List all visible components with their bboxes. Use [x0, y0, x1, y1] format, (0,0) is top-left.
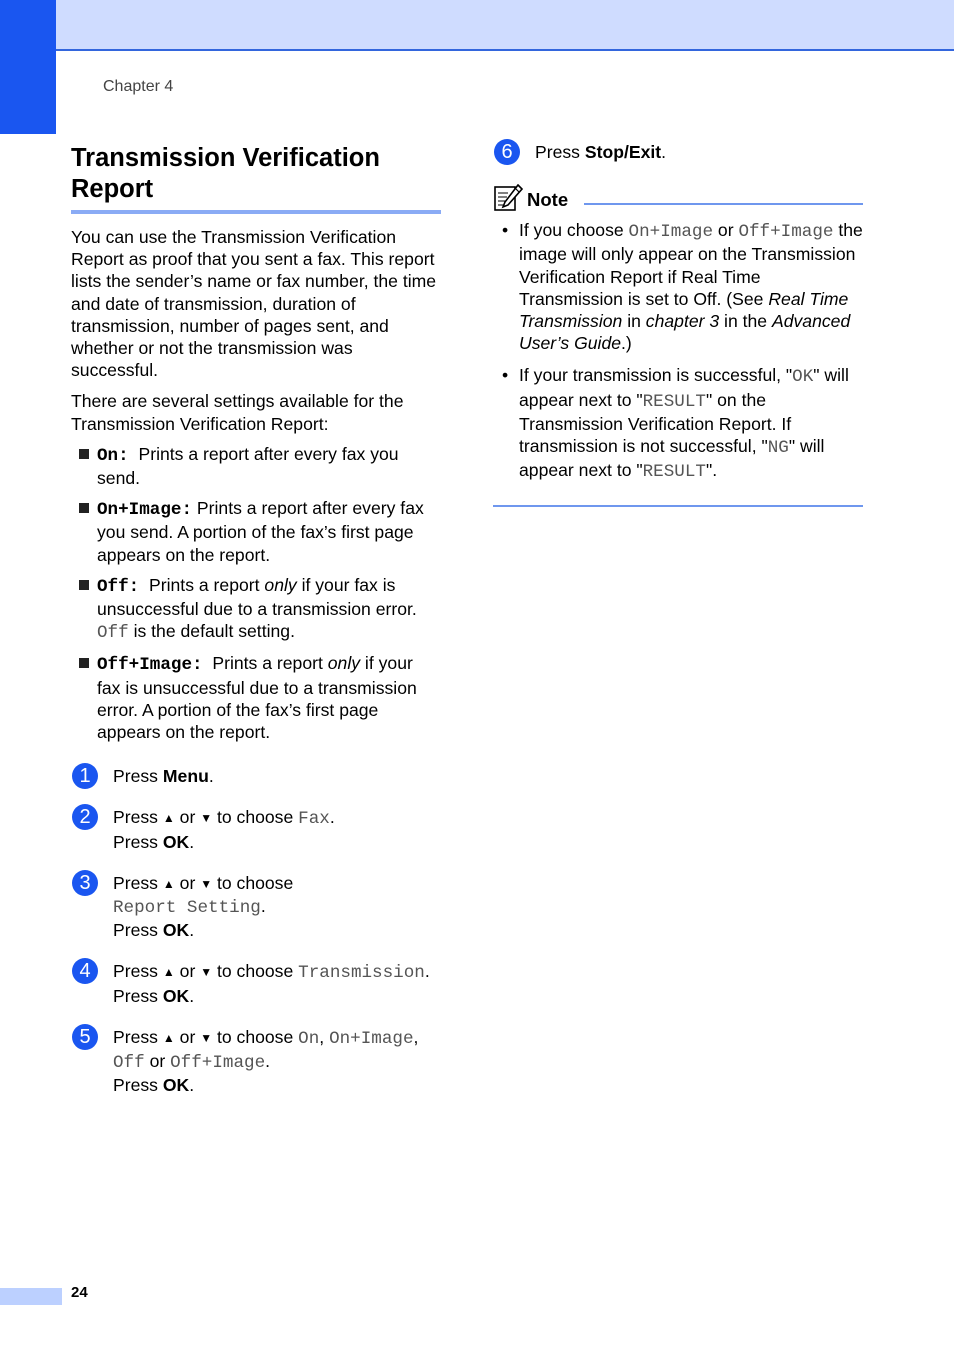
down-arrow-icon: ▼ — [200, 811, 213, 826]
square-bullet-icon — [79, 580, 89, 590]
square-bullet-icon — [79, 658, 89, 668]
up-arrow-icon: ▲ — [162, 876, 175, 891]
chapter-tab — [0, 0, 56, 134]
step-text: or — [174, 807, 201, 828]
note-emphasis: Real Time Transmission — [519, 288, 849, 332]
key-ok: OK — [162, 831, 190, 852]
chapter-label: Chapter 4 — [103, 78, 174, 95]
step-text: , — [319, 1026, 330, 1047]
menu-code: On — [298, 1028, 320, 1049]
step-number-icon: 4 — [72, 958, 98, 984]
step-number-icon: 5 — [72, 1024, 98, 1050]
menu-code: Report Setting — [113, 898, 261, 919]
step-1 — [71, 765, 441, 787]
square-bullet-icon — [79, 503, 89, 513]
step-end: . — [189, 831, 195, 852]
step-end: . — [189, 985, 195, 1006]
option-text-post: if your fax is unsuccessful due to a transmission error. A portion of the fax’s first page appears on the report. — [97, 653, 417, 743]
right-column — [493, 141, 863, 507]
step-text: Press — [535, 142, 585, 162]
step-text: Press — [113, 985, 163, 1006]
note-text: If you choose — [519, 220, 629, 241]
step-5 — [71, 1026, 441, 1097]
step-number-icon: 6 — [494, 139, 520, 165]
down-arrow-icon: ▼ — [200, 965, 213, 980]
option-emphasis: only — [264, 574, 297, 595]
step-2 — [71, 806, 441, 852]
step-6 — [493, 141, 863, 163]
note-item — [493, 219, 863, 354]
menu-code: RESULT — [642, 462, 706, 483]
step-end: . — [661, 142, 667, 162]
down-arrow-icon: ▼ — [200, 1030, 213, 1045]
option-text-pre: Prints a report — [149, 574, 265, 595]
menu-code: Off+Image — [170, 1053, 266, 1074]
step-end: . — [189, 920, 195, 941]
note-text: " will appear next to " — [519, 436, 825, 481]
note-text: .) — [621, 333, 632, 354]
option-text: Prints a report after every fax you send. — [97, 443, 399, 489]
key-ok: OK — [162, 1075, 190, 1096]
step-end: . — [424, 961, 430, 982]
menu-code: On+Image — [329, 1028, 414, 1049]
step-number-icon: 2 — [72, 804, 98, 830]
note-text: or — [713, 220, 739, 241]
step-text: , — [413, 1026, 419, 1047]
up-arrow-icon: ▲ — [162, 965, 175, 980]
note-text: the image will only appear on the Transmission Verification Report if Real Time Transmission is set to Off. (See — [519, 220, 863, 309]
option-off-image — [71, 652, 441, 743]
key-ok: OK — [162, 920, 190, 941]
key-menu: Menu — [162, 766, 209, 787]
step-text: Press — [113, 807, 163, 828]
option-on-image — [71, 497, 441, 566]
bullet-dot-icon: • — [502, 365, 509, 386]
bullet-dot-icon: • — [502, 220, 509, 241]
note-pencil-icon — [493, 184, 523, 217]
menu-code: RESULT — [642, 391, 706, 412]
settings-intro: There are several settings available for the Transmission Verification Report: — [71, 391, 404, 434]
down-arrow-icon: ▼ — [200, 876, 213, 891]
option-key: Off+Image: — [97, 655, 203, 676]
step-text: or — [174, 961, 201, 982]
menu-code: Fax — [298, 809, 330, 830]
menu-code: NG — [767, 438, 789, 459]
default-tail: is the default setting. — [128, 621, 295, 642]
note-list — [493, 219, 863, 483]
up-arrow-icon: ▲ — [162, 1030, 175, 1045]
step-text: Press — [113, 961, 163, 982]
step-text: Press — [113, 1075, 163, 1096]
step-text: or — [174, 872, 201, 893]
header-band — [0, 0, 954, 51]
option-key: Off: — [97, 576, 140, 597]
option-key: On+Image: — [97, 500, 193, 521]
note-text: in the — [719, 311, 772, 332]
step-text: or — [174, 1026, 201, 1047]
option-emphasis: only — [327, 653, 361, 674]
step-end: . — [265, 1051, 271, 1072]
menu-code: Off+Image — [738, 222, 834, 243]
note-text: ". — [705, 460, 718, 481]
note-text: in — [622, 311, 646, 332]
square-bullet-icon — [79, 449, 89, 459]
option-text-post: if your fax is unsuccessful due to a transmission error. — [97, 574, 417, 620]
step-text: to choose — [212, 872, 294, 893]
option-text: Prints a report after every fax you send. A portion of the fax’s first page appears on the report. — [97, 498, 424, 565]
page-number: 24 — [71, 1284, 88, 1301]
note-text: If your transmission is successful, " — [519, 365, 793, 386]
step-number-icon: 3 — [72, 870, 98, 896]
menu-code: Off — [113, 1053, 145, 1074]
step-number-icon: 1 — [72, 763, 98, 789]
step-text: to choose — [212, 1026, 299, 1047]
note-item — [493, 364, 863, 483]
note-title: Note — [527, 189, 569, 211]
step-end: . — [189, 1075, 195, 1096]
step-text: to choose — [212, 807, 299, 828]
step-text: or — [144, 1051, 171, 1072]
settings-list — [71, 443, 441, 743]
step-4 — [71, 960, 441, 1006]
menu-code: On+Image — [628, 222, 714, 243]
menu-code: Transmission — [298, 963, 425, 984]
key-stop-exit: Stop/Exit — [584, 142, 662, 162]
page-number-bar — [0, 1288, 62, 1305]
default-code: Off — [97, 623, 129, 644]
step-text: Press — [113, 766, 163, 787]
section-title: Transmission Verification Report — [71, 143, 441, 214]
step-end: . — [329, 807, 335, 828]
step-text: Press — [113, 920, 163, 941]
option-key: On: — [97, 445, 129, 466]
note-box — [493, 185, 863, 507]
note-text: " on the Transmission Verification Report. If transmission is not successful, " — [519, 389, 792, 457]
step-end: . — [208, 766, 214, 787]
left-column — [71, 143, 441, 1097]
step-text: Press — [113, 1026, 163, 1047]
step-3 — [71, 872, 441, 942]
option-text-pre: Prints a report — [212, 653, 328, 674]
option-off — [71, 574, 441, 645]
note-rule — [584, 203, 863, 205]
step-text: to choose — [212, 961, 299, 982]
note-emphasis: Advanced User’s Guide — [519, 311, 851, 354]
step-end: . — [260, 896, 266, 917]
step-text: Press — [113, 872, 163, 893]
option-on — [71, 443, 441, 489]
up-arrow-icon: ▲ — [162, 811, 175, 826]
note-text: " will appear next to " — [519, 365, 849, 410]
intro-paragraph: You can use the Transmission Verification Report as proof that you sent a fax. This report lists the sender’s name or fax number, the time and date of transmission, duration of transmission, number of pages sent, and whether or not the transmission was successful. — [71, 227, 437, 381]
step-text: Press — [113, 831, 163, 852]
note-header — [493, 185, 863, 215]
note-emphasis: chapter 3 — [645, 311, 720, 332]
menu-code: OK — [792, 367, 814, 388]
key-ok: OK — [162, 985, 190, 1006]
